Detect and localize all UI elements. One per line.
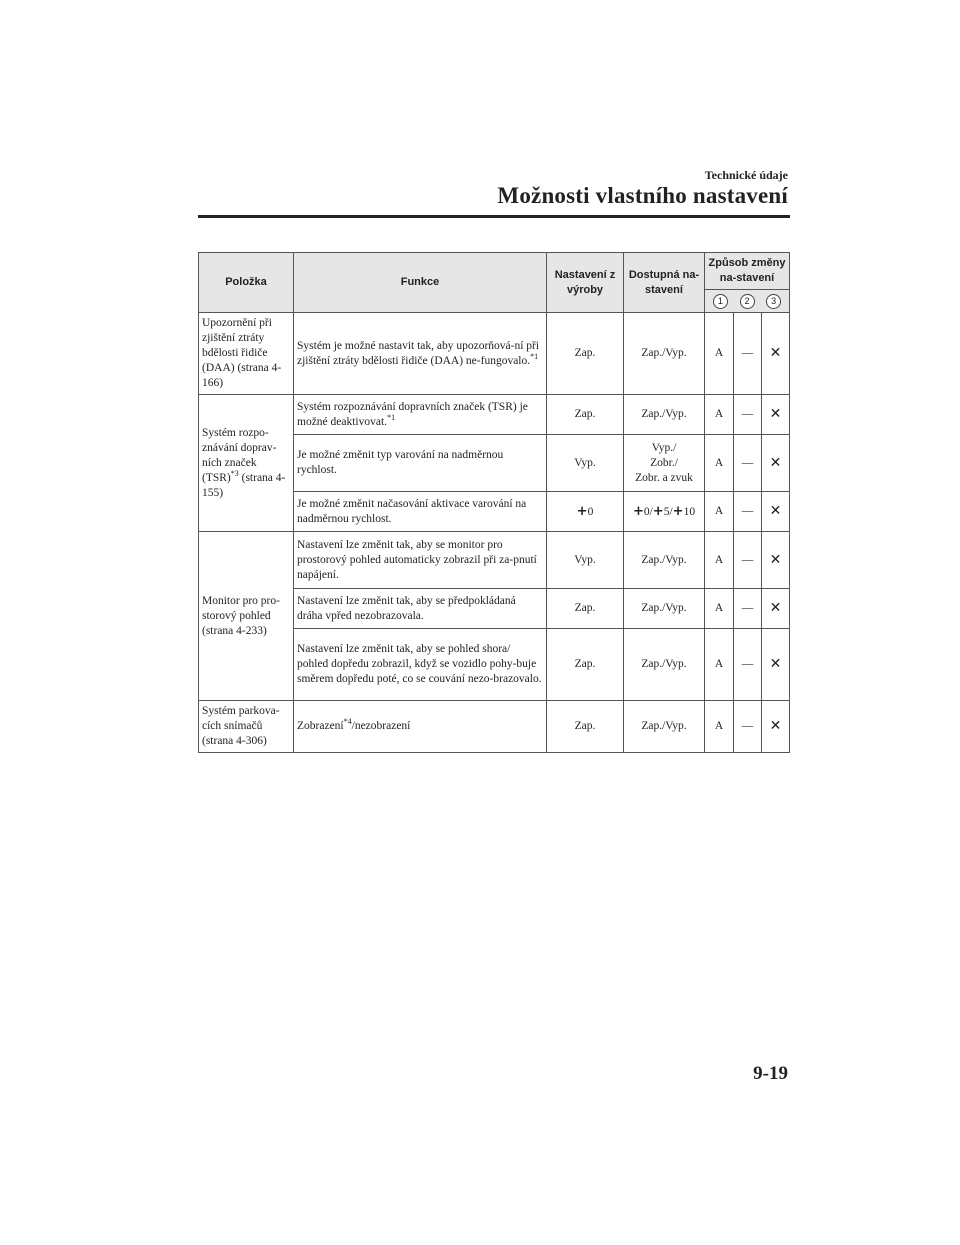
- function-cell: Systém rozpoznávání dopravních značek (TSR) je možné deaktivovat.$^{*1}$: [294, 395, 547, 435]
- circled-number-2-icon: 2: [740, 294, 755, 309]
- method-a-cell: A: [705, 701, 734, 753]
- section-label: Technické údaje: [704, 168, 788, 182]
- available-cell: Vyp./ Zobr./ Zobr. a zvuk: [624, 435, 705, 492]
- page-number: 9-19: [753, 1063, 788, 1084]
- method-a-cell: A: [705, 629, 734, 701]
- col-header-item: Položka: [199, 253, 294, 313]
- item-cell: Systém parkova-cích snímačů (strana 4-306): [199, 701, 294, 753]
- function-cell: Nastavení lze změnit tak, aby se předpokládaná dráha vpřed nezobrazovala.: [294, 589, 547, 629]
- method-dash-cell: —: [734, 492, 762, 532]
- factory-cell: Vyp.: [547, 435, 624, 492]
- method-a-cell: A: [705, 313, 734, 395]
- method-a-cell: A: [705, 532, 734, 589]
- table-row: [199, 395, 790, 435]
- title-rule: [198, 215, 790, 218]
- col-header-method: Způsob změny na-stavení: [705, 253, 790, 290]
- available-cell: Zap./Vyp.: [624, 629, 705, 701]
- cross-icon: ✕: [762, 313, 790, 395]
- plus-icon: +: [632, 503, 644, 519]
- plus-icon: +: [672, 503, 684, 519]
- plus-icon: +: [652, 503, 664, 519]
- cross-icon: ✕: [762, 629, 790, 701]
- available-cell: Zap./Vyp.: [624, 701, 705, 753]
- footnote-ref: *3: [230, 468, 239, 478]
- factory-cell: Vyp.: [547, 532, 624, 589]
- available-cell: Zap./Vyp.: [624, 313, 705, 395]
- settings-table: [198, 252, 790, 753]
- factory-cell: +0: [547, 492, 624, 532]
- col-header-function: Funkce: [294, 253, 547, 313]
- cross-icon: ✕: [762, 589, 790, 629]
- item-cell: Monitor pro pro-storový pohled (strana 4-233): [199, 532, 294, 701]
- method-dash-cell: —: [734, 701, 762, 753]
- available-cell: Zap./Vyp.: [624, 395, 705, 435]
- function-cell: Je možné změnit načasování aktivace varování na nadměrnou rychlost.: [294, 492, 547, 532]
- item-cell: Upozornění při zjištění ztráty bdělosti řidiče (DAA) (strana 4-166): [199, 313, 294, 395]
- method-a-cell: A: [705, 492, 734, 532]
- cross-icon: ✕: [762, 395, 790, 435]
- method-dash-cell: —: [734, 629, 762, 701]
- table-row: [199, 701, 790, 753]
- plus-icon: +: [576, 503, 588, 519]
- function-cell: Systém je možné nastavit tak, aby upozorňová-ní při zjištění ztráty bdělosti řidiče (DAA) ne-fungovalo.$^{*1}$: [294, 313, 547, 395]
- table-header-row: [199, 253, 790, 290]
- method-dash-cell: —: [734, 313, 762, 395]
- function-cell: Nastavení lze změnit tak, aby se monitor pro prostorový pohled automaticky zobrazil při za-pnutí napájení.: [294, 532, 547, 589]
- method-a-cell: A: [705, 589, 734, 629]
- factory-cell: Zap.: [547, 629, 624, 701]
- cross-icon: ✕: [762, 532, 790, 589]
- factory-cell: Zap.: [547, 589, 624, 629]
- cross-icon: ✕: [762, 492, 790, 532]
- footnote-ref: *1: [530, 351, 539, 361]
- method-dash-cell: —: [734, 589, 762, 629]
- function-cell: Zobrazení$^{*4}$/nezobrazení: [294, 701, 547, 753]
- method-dash-cell: —: [734, 395, 762, 435]
- circled-number-3-icon: 3: [766, 294, 781, 309]
- function-cell: Nastavení lze změnit tak, aby se pohled shora/ pohled dopředu zobrazil, když se vozidlo pohy-buje směrem dopředu poté, co se couvání nezo-brazovalo.: [294, 629, 547, 701]
- available-cell: Zap./Vyp.: [624, 589, 705, 629]
- method-a-cell: A: [705, 395, 734, 435]
- available-cell: +0/+5/+10: [624, 492, 705, 532]
- table-row: [199, 313, 790, 395]
- cross-icon: ✕: [762, 701, 790, 753]
- cross-icon: ✕: [762, 435, 790, 492]
- available-cell: Zap./Vyp.: [624, 532, 705, 589]
- method-a-cell: A: [705, 435, 734, 492]
- col-header-available: Dostupná na-stavení: [624, 253, 705, 313]
- factory-cell: Zap.: [547, 313, 624, 395]
- page-title: Možnosti vlastního nastavení: [497, 183, 788, 208]
- method-dash-cell: —: [734, 435, 762, 492]
- function-cell: Je možné změnit typ varování na nadměrnou rychlost.: [294, 435, 547, 492]
- factory-cell: Zap.: [547, 701, 624, 753]
- footnote-ref: *1: [387, 412, 396, 422]
- table-row: [199, 532, 790, 589]
- footnote-ref: *4: [343, 717, 352, 727]
- circled-number-1-icon: 1: [713, 294, 728, 309]
- factory-cell: Zap.: [547, 395, 624, 435]
- method-dash-cell: —: [734, 532, 762, 589]
- item-cell: Systém rozpo-znávání doprav-ních značek (TSR)$^{*3}$ (strana 4-155): [199, 395, 294, 532]
- col-header-factory: Nastavení z výroby: [547, 253, 624, 313]
